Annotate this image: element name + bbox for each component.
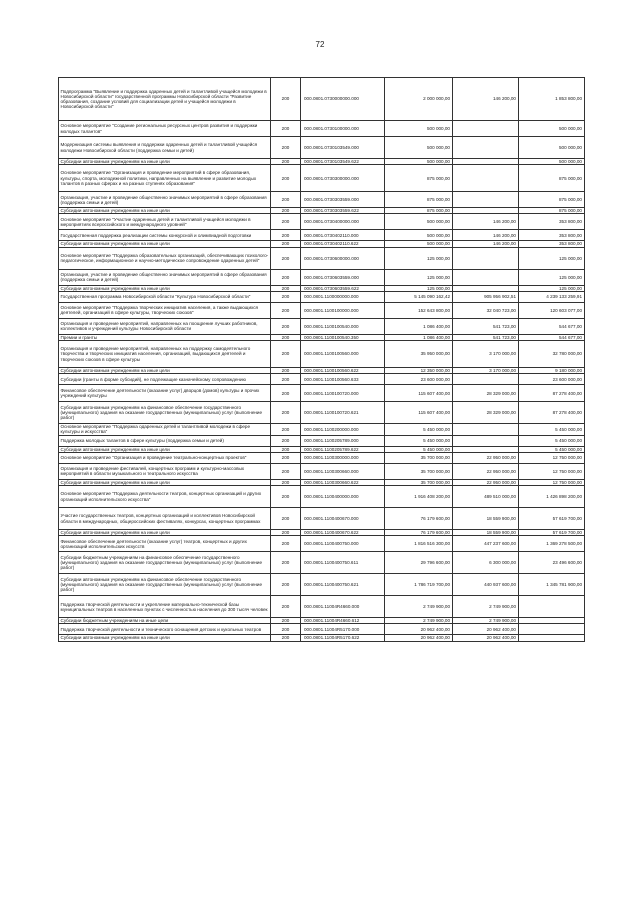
row-value-1-cell: 5 450 000,00 [385, 424, 453, 435]
row-value-3-cell: 875 000,00 [519, 208, 585, 214]
row-code-cell: 200 [271, 302, 301, 318]
row-csr-cell: 000.0801.0730303559.000 [301, 192, 385, 208]
table-row [59, 318, 585, 334]
row-value-1-cell: 2 749 900,00 [385, 618, 453, 624]
row-value-1-cell: 35 950 000,00 [385, 341, 453, 368]
row-value-2-cell: 22 950 000,00 [453, 479, 519, 485]
row-code-cell: 200 [271, 574, 301, 596]
row-name-cell: Подпрограмма "Выявление и поддержка одаренных детей и талантливой учащейся молодежи в Новосибирской области" государственной программы Новосибирской области "Развитие образования, создание условий для социализации детей и учащейся молодежи в Новосибирской области" [59, 78, 271, 121]
row-csr-cell: 000.0801.0730603559.622 [301, 285, 385, 291]
row-csr-cell: 000.0801.1100300000.000 [301, 452, 385, 463]
table-row [59, 479, 585, 485]
row-csr-cell: 000.0801.1100400750.000 [301, 536, 385, 552]
row-name-cell: Субсидии автономным учреждениям на иные цели [59, 159, 271, 165]
row-csr-cell: 000.0801.1100205789.000 [301, 435, 385, 446]
row-csr-cell: 000.0801.0730303559.622 [301, 208, 385, 214]
table-row [59, 368, 585, 374]
row-csr-cell: 000.0801.1100100560.000 [301, 341, 385, 368]
row-value-3-cell: 57 619 700,00 [519, 530, 585, 536]
table-row [59, 424, 585, 435]
row-value-3-cell: 500 000,00 [519, 137, 585, 159]
row-csr-cell: 000.0801.1100400670.622 [301, 530, 385, 536]
row-value-1-cell: 115 607 400,00 [385, 402, 453, 424]
row-name-cell: Субсидии автономным учреждениям на иные цели [59, 446, 271, 452]
row-code-cell: 200 [271, 424, 301, 435]
row-name-cell: Субсидии бюджетным учреждениям на иные цели [59, 618, 271, 624]
row-csr-cell: 000.0801.1100100540.350 [301, 334, 385, 340]
row-value-3-cell: 1 426 898 200,00 [519, 486, 585, 508]
row-value-2-cell: 3 170 000,00 [453, 341, 519, 368]
table-row [59, 463, 585, 479]
row-csr-cell: 000.0801.1100100560.622 [301, 368, 385, 374]
row-csr-cell: 000.0801.0730400000.000 [301, 214, 385, 230]
row-name-cell: Основное мероприятие "Поддержка творческих инициатив населения, а также выдающихся деятелей, организаций в сфере культуры, творческих союзов" [59, 302, 271, 318]
row-value-3-cell: 5 450 000,00 [519, 435, 585, 446]
row-csr-cell: 000.0801.11004R4660.612 [301, 618, 385, 624]
table-row [59, 452, 585, 463]
row-value-3-cell: 4 239 133 259,91 [519, 291, 585, 302]
row-code-cell: 200 [271, 269, 301, 285]
row-csr-cell: 000.0801.1100000000.000 [301, 291, 385, 302]
row-value-2-cell: 32 040 723,00 [453, 302, 519, 318]
row-csr-cell: 000.0801.11004R5170.000 [301, 624, 385, 635]
row-name-cell: Основное мероприятие "Поддержка образовательных организаций, обеспечивающих психолого-педагогическое, информационное и научно-методическое сопровождение одаренных детей" [59, 247, 271, 269]
row-code-cell: 200 [271, 165, 301, 192]
row-code-cell: 200 [271, 230, 301, 241]
row-code-cell: 200 [271, 536, 301, 552]
row-name-cell: Государственная программа Новосибирской области "Культура Новосибирской области" [59, 291, 271, 302]
row-code-cell: 200 [271, 385, 301, 402]
row-value-2-cell [453, 269, 519, 285]
table-row [59, 596, 585, 618]
row-value-3-cell: 23 496 600,00 [519, 552, 585, 574]
row-name-cell: Субсидии автономным учреждениям на финансовое обеспечение государственного (муниципального) задания на оказание государственных (муниципальных) услуг (выполнение работ) [59, 402, 271, 424]
table-row [59, 291, 585, 302]
row-value-3-cell: 125 000,00 [519, 247, 585, 269]
row-code-cell: 200 [271, 596, 301, 618]
row-value-1-cell: 125 000,00 [385, 285, 453, 291]
row-value-2-cell: 440 937 600,00 [453, 574, 519, 596]
row-name-cell: Основное мероприятие "Организация и проведение театрально-концертных проектов" [59, 452, 271, 463]
row-name-cell: Модернизация системы выявления и поддержки одаренных детей и талантливой учащейся молодежи Новосибирской области (поддержка семьи и детей) [59, 137, 271, 159]
row-csr-cell: 000.0801.1100200000.000 [301, 424, 385, 435]
table-row [59, 624, 585, 635]
table-row [59, 165, 585, 192]
row-name-cell: Субсидии автономным учреждениям на иные цели [59, 368, 271, 374]
table-row [59, 536, 585, 552]
row-value-3-cell: 1 853 800,00 [519, 78, 585, 121]
row-value-1-cell: 29 796 600,00 [385, 552, 453, 574]
row-value-2-cell: 28 329 000,00 [453, 402, 519, 424]
row-csr-cell: 000.0801.0730402110.622 [301, 241, 385, 247]
row-name-cell: Организация и проведение мероприятий, направленных на поддержку самодеятельного творчества и творческих инициатив населения, организаций, выдающихся деятелей и творческих союзов в сфере культуры [59, 341, 271, 368]
row-value-2-cell: 146 200,00 [453, 214, 519, 230]
row-value-1-cell: 1 086 400,00 [385, 334, 453, 340]
table-body [59, 78, 585, 642]
row-code-cell: 200 [271, 318, 301, 334]
row-code-cell: 200 [271, 530, 301, 536]
row-value-2-cell: 3 170 000,00 [453, 368, 519, 374]
row-value-1-cell: 875 000,00 [385, 165, 453, 192]
row-code-cell: 200 [271, 341, 301, 368]
row-value-1-cell: 35 700 000,00 [385, 463, 453, 479]
row-name-cell: Субсидии автономным учреждениям на иные цели [59, 208, 271, 214]
row-name-cell: Организация, участие и проведение общественно значимых мероприятий в сфере образования (поддержка семьи и детей) [59, 192, 271, 208]
row-value-1-cell: 20 962 400,00 [385, 624, 453, 635]
row-name-cell: Субсидии автономным учреждениям на иные цели [59, 285, 271, 291]
row-code-cell: 200 [271, 137, 301, 159]
row-value-1-cell: 23 600 000,00 [385, 374, 453, 385]
table-row [59, 137, 585, 159]
row-code-cell: 200 [271, 624, 301, 635]
row-code-cell: 200 [271, 435, 301, 446]
row-value-1-cell: 125 000,00 [385, 247, 453, 269]
table-row [59, 121, 585, 137]
row-name-cell: Поддержка творческой деятельности и технического оснащения детских и кукольных театров [59, 624, 271, 635]
row-name-cell: Основное мероприятие "Поддержка одаренных детей и талантливой молодежи в сфере культуры и искусства" [59, 424, 271, 435]
row-name-cell: Организация и проведение мероприятий, направленных на поощрение лучших работников, коллективов и учреждений культуры Новосибирской области [59, 318, 271, 334]
table-row [59, 214, 585, 230]
row-value-3-cell: 57 619 700,00 [519, 508, 585, 530]
row-value-2-cell: 2 749 900,00 [453, 618, 519, 624]
row-code-cell: 200 [271, 285, 301, 291]
row-csr-cell: 000.0801.0730600000.000 [301, 247, 385, 269]
row-value-1-cell: 875 000,00 [385, 192, 453, 208]
row-name-cell: Основное мероприятие "Организация и проведение мероприятий в сфере образования, культуры, спорта, молодежной политики, направленных на выявление и развитие молодых талантов в разных сферах и на разных ступенях образования" [59, 165, 271, 192]
row-csr-cell: 000.0801.1100400750.611 [301, 552, 385, 574]
row-value-2-cell: 18 559 900,00 [453, 530, 519, 536]
table-row [59, 435, 585, 446]
row-value-1-cell: 76 179 600,00 [385, 530, 453, 536]
row-csr-cell: 000.0801.0730603559.000 [301, 269, 385, 285]
row-csr-cell: 000.0801.11004R4660.000 [301, 596, 385, 618]
table-row [59, 552, 585, 574]
row-value-3-cell: 87 278 400,00 [519, 385, 585, 402]
row-csr-cell: 000.0801.1100400670.000 [301, 508, 385, 530]
row-name-cell: Субсидии автономным учреждениям на иные цели [59, 479, 271, 485]
row-csr-cell: 000.0801.1100100000.000 [301, 302, 385, 318]
row-value-3-cell: 32 780 000,00 [519, 341, 585, 368]
row-csr-cell: 000.0801.1100400000.000 [301, 486, 385, 508]
row-csr-cell: 000.0801.1100100540.000 [301, 318, 385, 334]
row-code-cell: 200 [271, 402, 301, 424]
row-value-3-cell: 23 600 000,00 [519, 374, 585, 385]
row-value-1-cell: 1 816 516 300,00 [385, 536, 453, 552]
row-code-cell: 200 [271, 121, 301, 137]
row-code-cell: 200 [271, 291, 301, 302]
row-value-2-cell: 541 723,00 [453, 334, 519, 340]
row-value-2-cell: 146 200,00 [453, 78, 519, 121]
row-value-2-cell [453, 192, 519, 208]
row-code-cell: 200 [271, 214, 301, 230]
row-value-2-cell: 20 962 400,00 [453, 624, 519, 635]
table-row [59, 192, 585, 208]
row-value-1-cell: 500 000,00 [385, 159, 453, 165]
row-value-2-cell: 2 749 900,00 [453, 596, 519, 618]
row-name-cell: Организация, участие и проведение общественно значимых мероприятий в сфере образования (поддержка семьи и детей) [59, 269, 271, 285]
row-code-cell: 200 [271, 508, 301, 530]
row-value-1-cell: 5 450 000,00 [385, 435, 453, 446]
table-row [59, 385, 585, 402]
row-csr-cell: 000.0801.0730300000.000 [301, 165, 385, 192]
row-name-cell: Субсидии автономным учреждениям на иные цели [59, 241, 271, 247]
row-value-3-cell [519, 596, 585, 618]
row-value-2-cell: 22 950 000,00 [453, 452, 519, 463]
row-value-2-cell [453, 424, 519, 435]
row-value-2-cell: 6 300 000,00 [453, 552, 519, 574]
row-name-cell: Субсидии автономным учреждениям на иные цели [59, 635, 271, 641]
table-row [59, 508, 585, 530]
row-value-1-cell: 76 179 600,00 [385, 508, 453, 530]
row-csr-cell: 000.0801.1100100560.633 [301, 374, 385, 385]
row-value-1-cell: 2 000 000,00 [385, 78, 453, 121]
row-value-2-cell: 28 329 000,00 [453, 385, 519, 402]
row-name-cell: Государственная поддержка реализации системы конкурсной и олимпиадной подготовки [59, 230, 271, 241]
row-value-3-cell: 5 450 000,00 [519, 424, 585, 435]
row-value-1-cell: 35 700 000,00 [385, 452, 453, 463]
row-code-cell: 200 [271, 334, 301, 340]
row-value-2-cell [453, 165, 519, 192]
row-value-1-cell: 500 000,00 [385, 137, 453, 159]
row-value-2-cell [453, 121, 519, 137]
row-code-cell: 200 [271, 159, 301, 165]
row-value-2-cell [453, 435, 519, 446]
row-code-cell: 200 [271, 479, 301, 485]
row-name-cell: Субсидии (гранты в форме субсидий), не подлежащие казначейскому сопровождению [59, 374, 271, 385]
row-csr-cell: 000.0801.1100100720.621 [301, 402, 385, 424]
row-name-cell: Основное мероприятие "Поддержка деятельности театров, концертных организаций и других организаций исполнительского искусства" [59, 486, 271, 508]
row-value-1-cell: 875 000,00 [385, 208, 453, 214]
row-csr-cell: 000.0801.1100400750.621 [301, 574, 385, 596]
row-value-1-cell: 500 000,00 [385, 230, 453, 241]
row-value-2-cell [453, 247, 519, 269]
table-row [59, 402, 585, 424]
row-name-cell: Субсидии автономным учреждениям на иные цели [59, 530, 271, 536]
row-name-cell: Премии и гранты [59, 334, 271, 340]
table-row [59, 269, 585, 285]
row-name-cell: Участие государственных театров, концертных организаций и коллективов Новосибирской области в международных, общероссийских фестивалях, конкурсах, концертных программах [59, 508, 271, 530]
row-value-3-cell: 353 800,00 [519, 214, 585, 230]
row-value-3-cell: 12 750 000,00 [519, 452, 585, 463]
row-name-cell: Основное мероприятие "Участие одаренных детей и талантливой учащейся молодежи в мероприятиях всероссийского и международного уровней" [59, 214, 271, 230]
table-row [59, 341, 585, 368]
row-value-3-cell: 544 677,00 [519, 334, 585, 340]
row-csr-cell: 000.0801.1100300660.000 [301, 463, 385, 479]
row-code-cell: 200 [271, 486, 301, 508]
row-csr-cell: 000.0801.1100100720.000 [301, 385, 385, 402]
row-value-3-cell [519, 624, 585, 635]
row-value-2-cell: 541 723,00 [453, 318, 519, 334]
row-value-1-cell: 500 000,00 [385, 241, 453, 247]
row-value-1-cell: 5 145 090 162,42 [385, 291, 453, 302]
table-row [59, 302, 585, 318]
row-value-1-cell: 1 086 400,00 [385, 318, 453, 334]
row-csr-cell: 000.0801.11004R5170.622 [301, 635, 385, 641]
row-value-3-cell: 5 450 000,00 [519, 446, 585, 452]
budget-table [58, 77, 585, 642]
row-csr-cell: 000.0801.0730100000.000 [301, 121, 385, 137]
row-value-3-cell: 875 000,00 [519, 192, 585, 208]
row-value-2-cell: 18 559 900,00 [453, 508, 519, 530]
row-value-1-cell: 500 000,00 [385, 214, 453, 230]
row-value-1-cell: 35 700 000,00 [385, 479, 453, 485]
row-value-2-cell [453, 137, 519, 159]
row-code-cell: 200 [271, 241, 301, 247]
row-value-3-cell: 1 369 278 500,00 [519, 536, 585, 552]
row-code-cell: 200 [271, 78, 301, 121]
row-name-cell: Организация и проведение фестивалей, концертных программ и культурно-массовых мероприятий в области музыкального и театрального искусства [59, 463, 271, 479]
row-code-cell: 200 [271, 463, 301, 479]
row-value-3-cell: 12 750 000,00 [519, 463, 585, 479]
table-row [59, 574, 585, 596]
row-value-2-cell: 22 950 000,00 [453, 463, 519, 479]
row-value-3-cell [519, 635, 585, 641]
table-row [59, 247, 585, 269]
row-value-1-cell: 2 749 900,00 [385, 596, 453, 618]
row-value-1-cell: 152 643 800,00 [385, 302, 453, 318]
row-value-3-cell: 500 000,00 [519, 159, 585, 165]
table-row [59, 78, 585, 121]
row-code-cell: 200 [271, 192, 301, 208]
row-value-3-cell: 9 180 000,00 [519, 368, 585, 374]
row-code-cell: 200 [271, 368, 301, 374]
row-value-2-cell [453, 374, 519, 385]
row-value-3-cell: 875 000,00 [519, 165, 585, 192]
row-value-3-cell: 125 000,00 [519, 285, 585, 291]
row-value-1-cell: 1 916 408 200,00 [385, 486, 453, 508]
row-name-cell: Поддержка молодых талантов в сфере культуры (поддержка семьи и детей) [59, 435, 271, 446]
row-value-3-cell: 120 603 077,00 [519, 302, 585, 318]
row-csr-cell: 000.0801.0730402110.000 [301, 230, 385, 241]
table-row [59, 635, 585, 641]
row-name-cell: Финансовое обеспечение деятельности (оказание услуг) дворцов (домов) культуры и прочих учреждений культуры [59, 385, 271, 402]
row-name-cell: Субсидии автономным учреждениям на финансовое обеспечение государственного (муниципального) задания на оказание государственных (муниципальных) услуг (выполнение работ) [59, 574, 271, 596]
table-row [59, 618, 585, 624]
row-name-cell: Финансовое обеспечение деятельности (оказание услуг) театров, концертных и других организаций исполнительских искусств [59, 536, 271, 552]
row-code-cell: 200 [271, 618, 301, 624]
row-value-1-cell: 20 962 400,00 [385, 635, 453, 641]
row-value-3-cell: 12 750 000,00 [519, 479, 585, 485]
row-value-3-cell: 500 000,00 [519, 121, 585, 137]
row-code-cell: 200 [271, 446, 301, 452]
row-value-3-cell: 87 278 400,00 [519, 402, 585, 424]
row-value-2-cell: 146 200,00 [453, 230, 519, 241]
row-code-cell: 200 [271, 374, 301, 385]
row-value-3-cell: 1 345 781 900,00 [519, 574, 585, 596]
row-code-cell: 200 [271, 635, 301, 641]
row-value-3-cell: 353 800,00 [519, 241, 585, 247]
table-row [59, 530, 585, 536]
row-value-3-cell: 125 000,00 [519, 269, 585, 285]
row-value-2-cell: 146 200,00 [453, 241, 519, 247]
page-number: 72 [315, 40, 325, 49]
row-value-1-cell: 125 000,00 [385, 269, 453, 285]
row-csr-cell: 000.0801.1100205789.622 [301, 446, 385, 452]
row-value-3-cell: 544 677,00 [519, 318, 585, 334]
row-name-cell: Субсидии бюджетным учреждениям на финансовое обеспечение государственного (муниципального) задания на оказание государственных (муниципальных) услуг (выполнение работ) [59, 552, 271, 574]
table-row [59, 241, 585, 247]
row-csr-cell: 000.0801.0730000000.000 [301, 78, 385, 121]
row-csr-cell: 000.0801.0730103549.622 [301, 159, 385, 165]
row-value-2-cell: 905 956 902,51 [453, 291, 519, 302]
table-row [59, 374, 585, 385]
row-value-2-cell: 447 237 600,00 [453, 536, 519, 552]
row-csr-cell: 000.0801.1100300660.622 [301, 479, 385, 485]
row-value-3-cell: 353 800,00 [519, 230, 585, 241]
row-csr-cell: 000.0801.0730103549.000 [301, 137, 385, 159]
row-code-cell: 200 [271, 247, 301, 269]
row-value-1-cell: 500 000,00 [385, 121, 453, 137]
row-code-cell: 200 [271, 452, 301, 463]
row-code-cell: 200 [271, 552, 301, 574]
row-value-1-cell: 1 786 719 700,00 [385, 574, 453, 596]
row-name-cell: Поддержка творческой деятельности и укрепление материально-технической базы муниципальных театров в населенных пунктах с численностью населения до 300 тысяч человек [59, 596, 271, 618]
row-code-cell: 200 [271, 208, 301, 214]
row-value-2-cell: 489 510 000,00 [453, 486, 519, 508]
row-value-1-cell: 12 350 000,00 [385, 368, 453, 374]
row-value-1-cell: 115 607 400,00 [385, 385, 453, 402]
row-value-2-cell: 20 962 400,00 [453, 635, 519, 641]
row-value-1-cell: 5 450 000,00 [385, 446, 453, 452]
table-row [59, 486, 585, 508]
row-name-cell: Основное мероприятие "Создание региональных ресурсных центров развития и поддержки молодых талантов" [59, 121, 271, 137]
table-row [59, 230, 585, 241]
